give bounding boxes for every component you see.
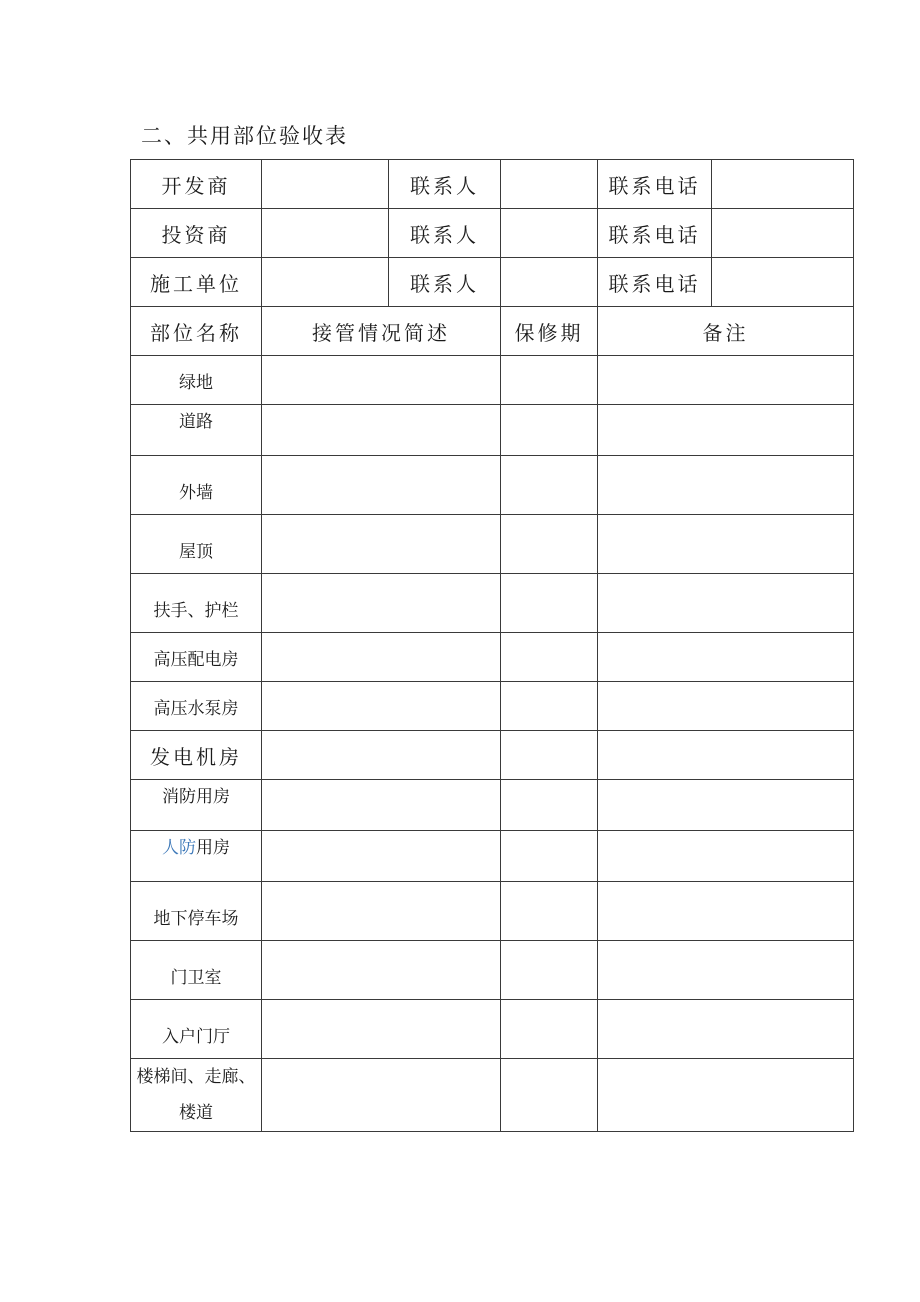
part-name-cell: 高压水泵房 xyxy=(131,682,262,731)
part-name-cell: 高压配电房 xyxy=(131,633,262,682)
investor-phone-label: 联系电话 xyxy=(598,209,712,258)
warranty-field[interactable] xyxy=(501,682,598,731)
warranty-field[interactable] xyxy=(501,831,598,882)
handover-field[interactable] xyxy=(262,1000,501,1059)
remarks-field[interactable] xyxy=(598,831,854,882)
developer-contact-label: 联系人 xyxy=(389,160,501,209)
investor-row xyxy=(131,209,854,258)
part-name-cell xyxy=(131,831,262,882)
part-name-line1: 楼梯间、走廊、 xyxy=(136,1067,256,1087)
handover-field[interactable] xyxy=(262,682,501,731)
remarks-field[interactable] xyxy=(598,515,854,574)
header-part-name: 部位名称 xyxy=(131,307,262,356)
contractor-label: 施工单位 xyxy=(131,258,262,307)
warranty-field[interactable] xyxy=(501,633,598,682)
developer-contact-field[interactable] xyxy=(501,160,598,209)
table-row xyxy=(131,731,854,780)
developer-label: 开发商 xyxy=(131,160,262,209)
part-name-cell: 地下停车场 xyxy=(131,882,262,941)
developer-phone-label: 联系电话 xyxy=(598,160,712,209)
header-handover: 接管情况简述 xyxy=(262,307,501,356)
table-row xyxy=(131,1059,854,1132)
part-name-line2: 楼道 xyxy=(179,1103,213,1123)
handover-field[interactable] xyxy=(262,1059,501,1132)
warranty-field[interactable] xyxy=(501,515,598,574)
developer-phone-field[interactable] xyxy=(712,160,854,209)
investor-phone-field[interactable] xyxy=(712,209,854,258)
handover-field[interactable] xyxy=(262,780,501,831)
warranty-field[interactable] xyxy=(501,405,598,456)
investor-label: 投资商 xyxy=(131,209,262,258)
table-row xyxy=(131,356,854,405)
table-row xyxy=(131,456,854,515)
remarks-field[interactable] xyxy=(598,941,854,1000)
part-name-cell: 门卫室 xyxy=(131,941,262,1000)
table-row xyxy=(131,633,854,682)
investor-contact-label: 联系人 xyxy=(389,209,501,258)
warranty-field[interactable] xyxy=(501,780,598,831)
remarks-field[interactable] xyxy=(598,456,854,515)
warranty-field[interactable] xyxy=(501,1059,598,1132)
part-name-cell: 入户门厅 xyxy=(131,1000,262,1059)
part-name-cell: 道路 xyxy=(131,405,262,456)
warranty-field[interactable] xyxy=(501,731,598,780)
remarks-field[interactable] xyxy=(598,731,854,780)
handover-field[interactable] xyxy=(262,356,501,405)
handover-field[interactable] xyxy=(262,405,501,456)
warranty-field[interactable] xyxy=(501,1000,598,1059)
handover-field[interactable] xyxy=(262,456,501,515)
warranty-field[interactable] xyxy=(501,941,598,1000)
table-row xyxy=(131,405,854,456)
handover-field[interactable] xyxy=(262,633,501,682)
common-area-acceptance-table xyxy=(130,159,854,1132)
table-row xyxy=(131,780,854,831)
handover-field[interactable] xyxy=(262,731,501,780)
warranty-field[interactable] xyxy=(501,356,598,405)
header-remarks: 备注 xyxy=(598,307,854,356)
contractor-phone-label: 联系电话 xyxy=(598,258,712,307)
handover-field[interactable] xyxy=(262,574,501,633)
table-row xyxy=(131,882,854,941)
warranty-field[interactable] xyxy=(501,882,598,941)
remarks-field[interactable] xyxy=(598,780,854,831)
remarks-field[interactable] xyxy=(598,882,854,941)
warranty-field[interactable] xyxy=(501,456,598,515)
part-name-cell: 绿地 xyxy=(131,356,262,405)
table-row xyxy=(131,1000,854,1059)
handover-field[interactable] xyxy=(262,515,501,574)
warranty-field[interactable] xyxy=(501,574,598,633)
developer-row xyxy=(131,160,854,209)
table-row xyxy=(131,682,854,731)
contractor-contact-field[interactable] xyxy=(501,258,598,307)
contractor-phone-field[interactable] xyxy=(712,258,854,307)
remarks-field[interactable] xyxy=(598,1059,854,1132)
handover-field[interactable] xyxy=(262,882,501,941)
part-name-cell: 扶手、护栏 xyxy=(131,574,262,633)
part-name-cell: 外墙 xyxy=(131,456,262,515)
part-name-cell: 屋顶 xyxy=(131,515,262,574)
investor-name-field[interactable] xyxy=(262,209,389,258)
remarks-field[interactable] xyxy=(598,633,854,682)
contractor-name-field[interactable] xyxy=(262,258,389,307)
remarks-field[interactable] xyxy=(598,356,854,405)
part-name-cell: 消防用房 xyxy=(131,780,262,831)
part-name-highlight: 人防 xyxy=(162,838,196,858)
investor-contact-field[interactable] xyxy=(501,209,598,258)
header-warranty: 保修期 xyxy=(501,307,598,356)
remarks-field[interactable] xyxy=(598,574,854,633)
contractor-row xyxy=(131,258,854,307)
handover-field[interactable] xyxy=(262,831,501,882)
part-name-rest: 用房 xyxy=(196,838,230,858)
table-row xyxy=(131,831,854,882)
column-header-row xyxy=(131,307,854,356)
remarks-field[interactable] xyxy=(598,1000,854,1059)
form-title: 二、共用部位验收表 xyxy=(141,124,348,148)
remarks-field[interactable] xyxy=(598,405,854,456)
part-name-cell: 发电机房 xyxy=(131,731,262,780)
developer-name-field[interactable] xyxy=(262,160,389,209)
handover-field[interactable] xyxy=(262,941,501,1000)
table-row xyxy=(131,515,854,574)
table-row xyxy=(131,574,854,633)
table-row xyxy=(131,941,854,1000)
remarks-field[interactable] xyxy=(598,682,854,731)
part-name-cell xyxy=(131,1059,262,1132)
contractor-contact-label: 联系人 xyxy=(389,258,501,307)
